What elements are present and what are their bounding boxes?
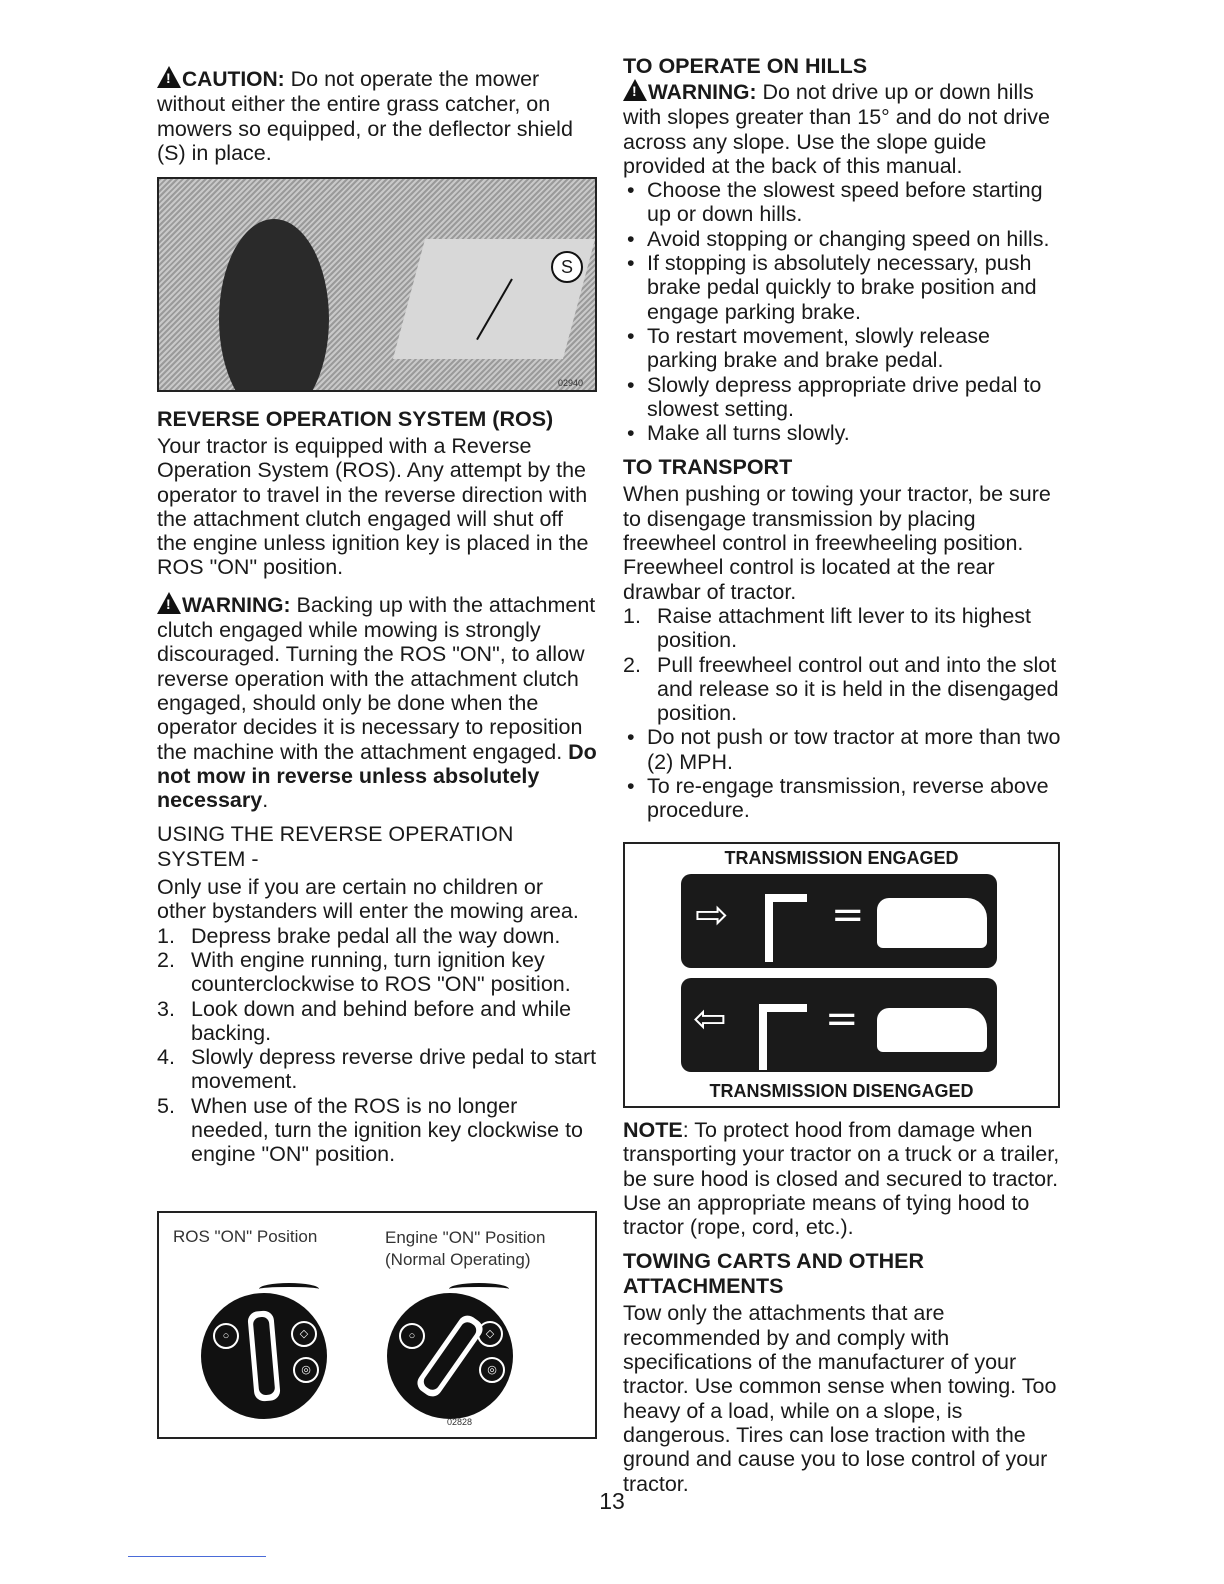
- ros-position-caption: ROS "ON" Position: [173, 1227, 318, 1246]
- caution-label: CAUTION:: [182, 68, 285, 91]
- note-text: : To protect hood from damage when transporting your tractor on a truck or a trailer, be sure hood is closed and secured to tractor. Use an appropriate means of tying hood to tractor (rope, cord, etc.).: [623, 1118, 1060, 1240]
- using-heading: USING THE REVERSE OPERATION SYSTEM -: [157, 822, 514, 871]
- ignition-knob-engine: [387, 1293, 513, 1419]
- engaged-label: TRANSMISSION ENGAGED: [724, 848, 959, 868]
- using-paragraph: Only use if you are certain no children or other bystanders will enter the mowing area.: [157, 875, 579, 924]
- key-slot: [421, 1319, 479, 1392]
- transmission-figure: [623, 842, 1060, 1108]
- list-item: • If stopping is absolutely necessary, push brake pedal quickly to brake position and engage parking brake.: [623, 251, 1063, 324]
- towing-heading: TOWING CARTS AND OTHER ATTACHMENTS: [623, 1249, 924, 1299]
- hills-heading: TO OPERATE ON HILLS: [623, 54, 868, 78]
- stop-icon: ○: [399, 1323, 425, 1349]
- tractor-icon: ◎: [293, 1357, 319, 1383]
- engaged-panel: [681, 874, 997, 968]
- list-item: • Choose the slowest speed before starting up or down hills.: [623, 178, 1063, 227]
- lever-disengaged-icon: [759, 1004, 807, 1070]
- disengaged-panel: [681, 978, 997, 1072]
- warning-triangle-icon: [623, 79, 647, 101]
- caution-paragraph: [157, 66, 597, 165]
- tractor-icon: ◎: [479, 1357, 505, 1383]
- right-column: [623, 54, 1063, 823]
- equals-icon: =: [825, 996, 859, 1042]
- pushing-tractor-icon: [877, 1008, 987, 1052]
- list-item: 5. When use of the ROS is no longer needed, turn the ignition key clockwise to engine "ON" position.: [157, 1093, 584, 1167]
- transport-paragraph: When pushing or towing your tractor, be sure to disengage transmission by placing freewheel control in freewheeling position. Freewheel control is located at the rear drawbar of tractor.: [623, 482, 1051, 604]
- list-item: • To re-engage transmission, reverse above procedure.: [623, 774, 1063, 823]
- list-item: 4. Slowly depress reverse drive pedal to start movement.: [157, 1045, 597, 1094]
- footer-rule: [128, 1556, 266, 1557]
- note-label: NOTE: [623, 1118, 683, 1142]
- stop-icon: ○: [213, 1323, 239, 1349]
- list-item: 3. Look down and behind before and while backing.: [157, 996, 572, 1045]
- transport-steps: [623, 604, 1063, 725]
- engine-position-caption: Engine "ON" Position (Normal Operating): [385, 1228, 546, 1269]
- hills-warning-label: WARNING:: [648, 81, 757, 104]
- list-item: • Avoid stopping or changing speed on hills.: [623, 227, 1063, 251]
- ros-heading: REVERSE OPERATION SYSTEM (ROS): [157, 407, 554, 431]
- transport-heading: TO TRANSPORT: [623, 455, 793, 480]
- list-item: 1. Depress brake pedal all the way down.: [157, 923, 561, 948]
- right-column-lower: [623, 1118, 1063, 1496]
- warning-text: Backing up with the attachment clutch engaged while mowing is strongly discouraged. Turning the ROS "ON", to allow reverse operation with the attachment clutch engaged, should only be done when the operator decides it is necessary to reposition the machine with the attachment engaged.: [157, 592, 596, 764]
- warning-label: WARNING:: [182, 593, 291, 617]
- warning-end: .: [262, 788, 269, 813]
- list-item: 2. Pull freewheel control out and into the slot and release so it is held in the disengaged position.: [623, 652, 1059, 726]
- riding-tractor-icon: [877, 898, 987, 948]
- page-number: 13: [599, 1488, 625, 1514]
- callout-label: S: [560, 257, 573, 277]
- list-item: 1. Raise attachment lift lever to its highest position.: [623, 603, 1032, 653]
- lever-engaged-icon: [765, 894, 807, 962]
- ignition-key-figure: [157, 1211, 597, 1439]
- caution-text: Do not operate the mower without either the entire grass catcher, on mowers so equipped, or the deflector shield (S) in place.: [157, 67, 573, 165]
- list-item: • Slowly depress appropriate drive pedal to slowest setting.: [623, 373, 1063, 422]
- figure-code: 02940: [557, 378, 583, 388]
- hills-bullets: [623, 178, 1063, 445]
- list-item: • Do not push or tow tractor at more than two (2) MPH.: [623, 725, 1063, 774]
- equals-icon: =: [831, 892, 865, 938]
- left-arrow-icon: ⇦: [693, 996, 727, 1042]
- deflector-shield-figure: [157, 177, 597, 392]
- towing-paragraph: Tow only the attachments that are recommended by and comply with specifications of the manufacturer of your tractor. Use common sense when towing. Too heavy of a load, while on a slope, is dangerous. Tires can lose traction with the ground and cause you to lose control of your tractor.: [623, 1301, 1057, 1496]
- transport-bullets: [623, 725, 1063, 822]
- list-item: 2. With engine running, turn ignition key counterclockwise to ROS "ON" position.: [157, 947, 571, 997]
- left-column-text: [157, 407, 597, 1167]
- warning-triangle-icon: [157, 66, 181, 88]
- tire-shape: [219, 219, 329, 392]
- lamp-icon: ◇: [477, 1321, 503, 1347]
- hills-warning-text: Do not drive up or down hills with slopes greater than 15° and do not drive across any slope. Use the slope guide provided at the back of this manual.: [623, 80, 1050, 178]
- ros-paragraph: Your tractor is equipped with a Reverse Operation System (ROS). Any attempt by the operator to travel in the reverse direction with the attachment clutch engaged will shut off the engine unless ignition key is placed in the ROS "ON" position.: [157, 434, 589, 580]
- right-arrow-icon: ⇨: [695, 892, 729, 938]
- list-item: • To restart movement, slowly release parking brake and brake pedal.: [623, 324, 1063, 373]
- left-column: [157, 66, 597, 177]
- warning-paragraph: [157, 592, 597, 813]
- ros-steps-list: [157, 924, 597, 1167]
- note-paragraph: [623, 1118, 1063, 1239]
- lamp-icon: ◇: [291, 1321, 317, 1347]
- warning-bold-text: Do not mow in reverse unless absolutely necessary: [157, 739, 597, 813]
- disengaged-label: TRANSMISSION DISENGAGED: [709, 1081, 974, 1101]
- figure-code: 02828: [447, 1417, 473, 1427]
- list-item: • Make all turns slowly.: [623, 421, 1063, 445]
- ignition-knob-ros: [201, 1293, 327, 1419]
- callout-circle: [551, 251, 583, 283]
- warning-triangle-icon: [157, 592, 181, 614]
- hills-warning: [623, 79, 1063, 178]
